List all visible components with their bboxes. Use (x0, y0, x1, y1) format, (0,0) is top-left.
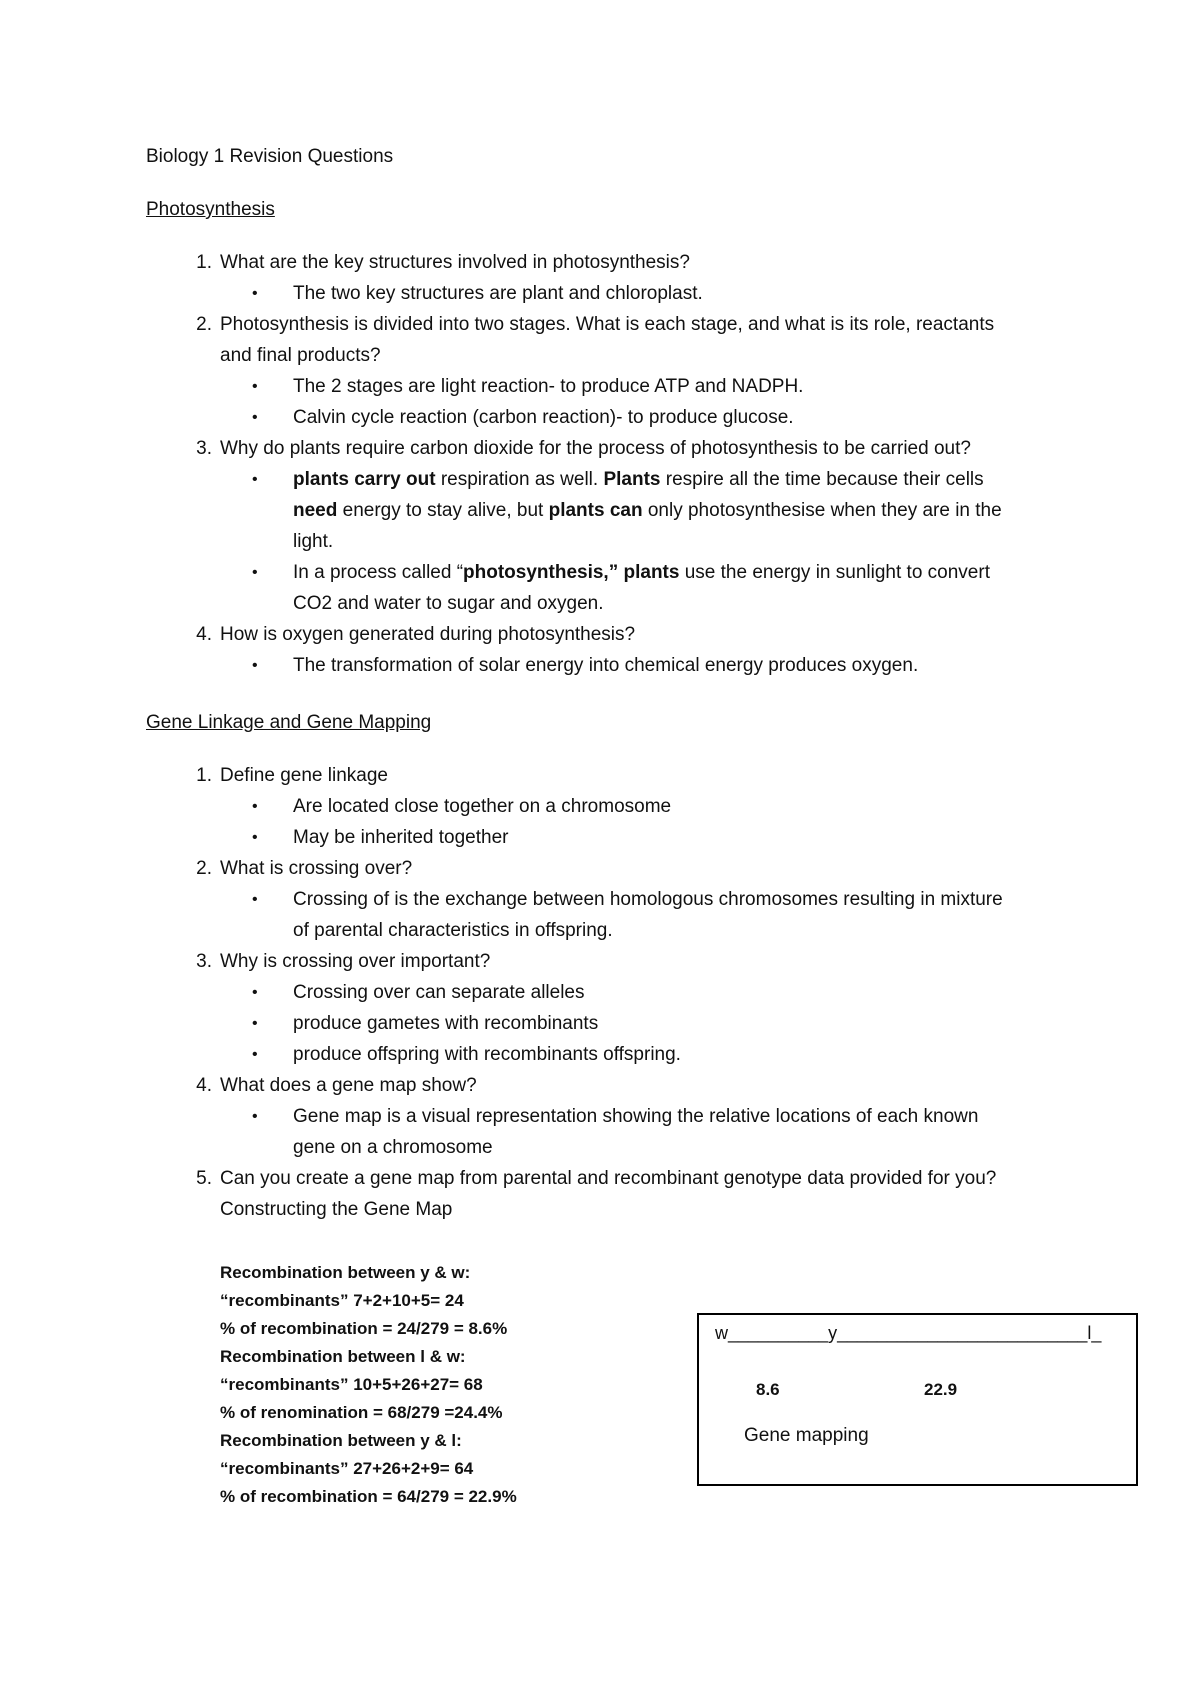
answer-bullet (252, 464, 1002, 557)
gene-map-box (697, 1313, 1138, 1486)
question-item (196, 1070, 477, 1101)
bold-phrase: plants can (548, 500, 643, 521)
bullet-icon: • (252, 984, 258, 1001)
gene-map-label: Gene mapping (744, 1425, 869, 1446)
calc-line: Recombination between l & w: (220, 1347, 466, 1366)
bullet-icon: • (252, 564, 258, 581)
answer-text: The two key structures are plant and chloroplast. (293, 283, 703, 304)
question-item (196, 946, 491, 977)
question-number: 4. (196, 1075, 212, 1096)
question-number: 1. (196, 252, 212, 273)
bullet-icon: • (252, 378, 258, 395)
answer-text: The transformation of solar energy into chemical energy produces oxygen. (293, 655, 919, 676)
answer-text: The 2 stages are light reaction- to produce ATP and NADPH. (293, 376, 804, 397)
question-number: 3. (196, 951, 212, 972)
calc-line: % of recombination = 24/279 = 8.6% (220, 1319, 508, 1338)
calc-line: “recombinants” 10+5+26+27= 68 (220, 1375, 483, 1394)
question-number: 1. (196, 765, 212, 786)
bullet-icon: • (252, 657, 258, 674)
answer-text: Gene map is a visual representation showing the relative locations of each known (293, 1106, 979, 1127)
answer-text: light. (293, 531, 334, 552)
answer-text: only photosynthesise when they are in the (642, 500, 1002, 521)
answer-bullet (252, 278, 703, 309)
question-text: Photosynthesis is divided into two stages. What is each stage, and what is its role, reactants (220, 314, 995, 335)
question-text: Why do plants require carbon dioxide for the process of photosynthesis to be carried out? (220, 438, 971, 459)
answer-bullet (252, 1039, 681, 1070)
answer-text: May be inherited together (293, 827, 509, 848)
answer-text: gene on a chromosome (293, 1137, 493, 1158)
answer-bullet (252, 371, 804, 402)
answer-bullet (252, 402, 794, 433)
bullet-icon: • (252, 1108, 258, 1125)
answer-bullet (252, 791, 672, 822)
calc-line: “recombinants” 27+26+2+9= 64 (220, 1459, 474, 1478)
question-item (196, 760, 388, 791)
calc-line: % of recombination = 64/279 = 22.9% (220, 1487, 517, 1506)
question-text-continued: Constructing the Gene Map (220, 1199, 453, 1220)
question-number: 2. (196, 314, 212, 335)
section-heading-photosynthesis: Photosynthesis (146, 199, 275, 220)
question-text: Why is crossing over important? (220, 951, 491, 972)
question-item (196, 619, 636, 650)
question-text: Can you create a gene map from parental and recombinant genotype data provided for you? (220, 1168, 997, 1189)
question-text: How is oxygen generated during photosynthesis? (220, 624, 636, 645)
bullet-icon: • (252, 285, 258, 302)
answer-text: Are located close together on a chromosome (293, 796, 672, 817)
section-heading-gene-linkage: Gene Linkage and Gene Mapping (146, 712, 432, 733)
question-item (196, 1163, 997, 1225)
question-item (196, 853, 413, 884)
answer-text: respire all the time because their cells (660, 469, 984, 490)
answer-text: of parental characteristics in offspring. (293, 920, 613, 941)
recombination-calculations (220, 1259, 517, 1511)
question-number: 3. (196, 438, 212, 459)
question-text: What are the key structures involved in photosynthesis? (220, 252, 690, 273)
answer-bullet (252, 977, 585, 1008)
answer-text: energy to stay alive, but (337, 500, 549, 521)
gene-map-line: w__________y_________________________l_ (715, 1323, 1102, 1343)
answer-text: Crossing of is the exchange between homologous chromosomes resulting in mixture (293, 889, 1003, 910)
answer-text: produce offspring with recombinants offspring. (293, 1044, 681, 1065)
answer-text: CO2 and water to sugar and oxygen. (293, 593, 604, 614)
question-text: What is crossing over? (220, 858, 413, 879)
bullet-icon: • (252, 409, 258, 426)
bullet-icon: • (252, 1015, 258, 1032)
answer-text: produce gametes with recombinants (293, 1013, 599, 1034)
question-text: What does a gene map show? (220, 1075, 477, 1096)
distance-y-l: 22.9 (924, 1380, 958, 1399)
distance-w-y: 8.6 (756, 1380, 780, 1399)
answer-text: Crossing over can separate alleles (293, 982, 585, 1003)
document-title: Biology 1 Revision Questions (146, 146, 394, 167)
bold-phrase: need (293, 500, 338, 521)
bullet-icon: • (252, 471, 258, 488)
bullet-icon: • (252, 1046, 258, 1063)
answer-bullet (252, 557, 990, 619)
answer-bullet (252, 1008, 599, 1039)
question-text: Define gene linkage (220, 765, 388, 786)
bold-phrase: plants carry out (293, 469, 436, 490)
question-number: 5. (196, 1168, 212, 1189)
question-number: 2. (196, 858, 212, 879)
bold-phrase: photosynthesis,” plants (463, 562, 680, 583)
question-number: 4. (196, 624, 212, 645)
bullet-icon: • (252, 798, 258, 815)
calc-line: Recombination between y & w: (220, 1263, 471, 1282)
answer-bullet (252, 884, 1003, 946)
bold-phrase: Plants (603, 469, 661, 490)
calc-line: “recombinants” 7+2+10+5= 24 (220, 1291, 464, 1310)
question-item (196, 433, 971, 464)
answer-bullet (252, 822, 509, 853)
calc-line: Recombination between y & l: (220, 1431, 462, 1450)
bullet-icon: • (252, 829, 258, 846)
answer-bullet (252, 1101, 979, 1163)
answer-text: In a process called “ (293, 562, 464, 583)
answer-text: respiration as well. (435, 469, 604, 490)
answer-text: Calvin cycle reaction (carbon reaction)- to produce glucose. (293, 407, 794, 428)
question-item (196, 309, 995, 371)
question-item (196, 247, 690, 278)
calc-line: % of renomination = 68/279 =24.4% (220, 1403, 503, 1422)
bullet-icon: • (252, 891, 258, 908)
question-text-continued: and final products? (220, 345, 381, 366)
answer-bullet (252, 650, 919, 681)
answer-text: use the energy in sunlight to convert (679, 562, 990, 583)
